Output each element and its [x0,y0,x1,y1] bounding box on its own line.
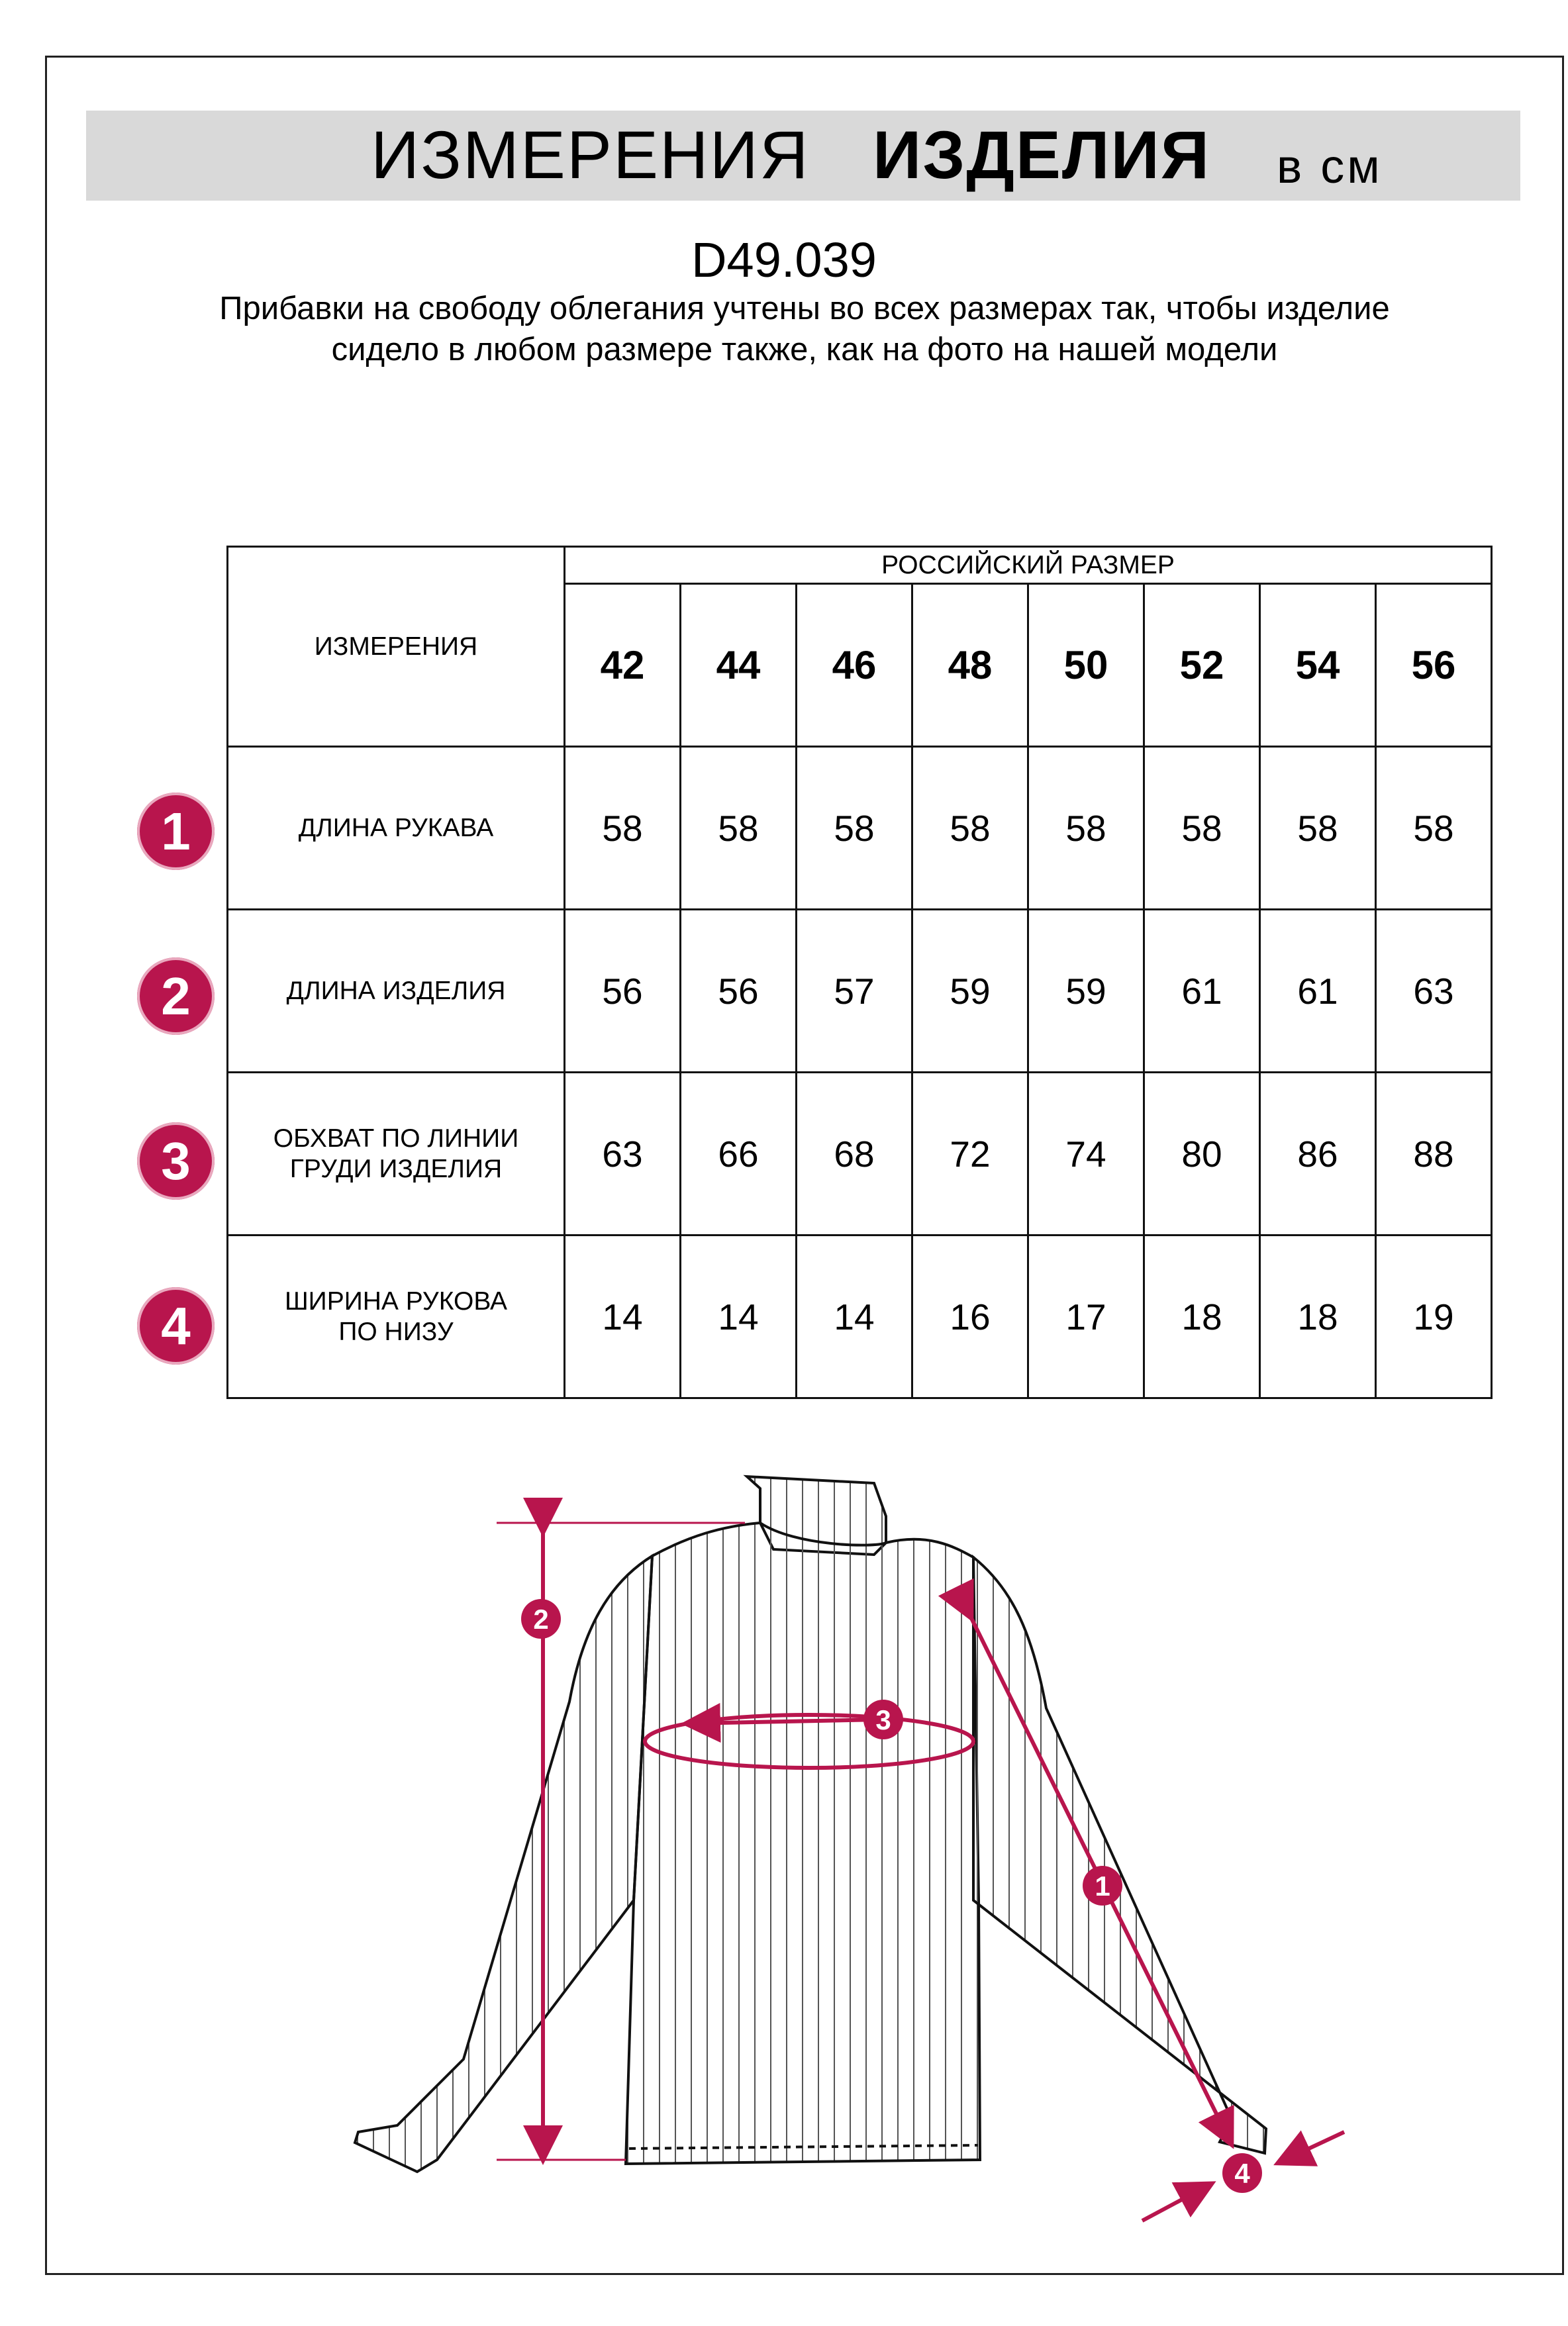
corner-label: ИЗМЕРЕНИЯ [228,547,565,747]
row-label: ОБХВАТ ПО ЛИНИИ ГРУДИ ИЗДЕЛИЯ [228,1073,565,1236]
cell: 63 [565,1073,681,1236]
cell: 14 [681,1236,797,1398]
size-header: 46 [797,584,912,747]
row-number-badge: 2 [137,957,215,1035]
cell: 80 [1144,1073,1260,1236]
cell: 57 [797,910,912,1073]
group-header: РОССИЙСКИЙ РАЗМЕР [565,547,1492,584]
cell: 58 [912,747,1028,910]
size-header: 50 [1028,584,1144,747]
size-header: 44 [681,584,797,747]
cell: 56 [681,910,797,1073]
cell: 72 [912,1073,1028,1236]
title-part2: ИЗДЕЛИЯ [873,117,1211,193]
cell: 59 [912,910,1028,1073]
cell: 58 [797,747,912,910]
cell: 58 [681,747,797,910]
cell: 56 [565,910,681,1073]
row-number-badge: 3 [137,1122,215,1200]
product-code: D49.039 [691,232,877,287]
cell: 58 [1028,747,1144,910]
row-number-badge: 4 [137,1287,215,1365]
marker-3: 3 [875,1704,891,1735]
cell: 14 [797,1236,912,1398]
cell: 16 [912,1236,1028,1398]
row-label: ДЛИНА ИЗДЕЛИЯ [228,910,565,1073]
size-header: 56 [1376,584,1492,747]
cell: 61 [1260,910,1376,1073]
cell: 18 [1144,1236,1260,1398]
cell: 58 [1260,747,1376,910]
cuff-arrow-right [1281,2132,1344,2162]
body [626,1523,980,2164]
cell: 59 [1028,910,1144,1073]
cell: 17 [1028,1236,1144,1398]
title-part1: ИЗМЕРЕНИЯ [371,117,810,193]
cell: 58 [1144,747,1260,910]
cell: 88 [1376,1073,1492,1236]
row-number-badge: 1 [137,793,215,870]
marker-4: 4 [1234,2158,1250,2189]
cell: 14 [565,1236,681,1398]
cell: 68 [797,1073,912,1236]
cuff-arrow-left [1142,2185,1209,2221]
row-label: ШИРИНА РУКОВА ПО НИЗУ [228,1236,565,1398]
fit-note: Прибавки на свободу облегания учтены во всех размерах так, чтобы изделие сидело в любом размере также, как на фото на нашей модели [219,291,1390,367]
cell: 61 [1144,910,1260,1073]
cell: 58 [565,747,681,910]
cell: 74 [1028,1073,1144,1236]
cell: 86 [1260,1073,1376,1236]
left-sleeve [355,1556,652,2172]
unit-label: в см [1277,140,1383,193]
size-header: 48 [912,584,1028,747]
cell: 19 [1376,1236,1492,1398]
row-label: ДЛИНА РУКАВА [228,747,565,910]
sweater-drawing [355,1477,1266,2172]
size-header: 54 [1260,584,1376,747]
size-header: 52 [1144,584,1260,747]
cell: 66 [681,1073,797,1236]
cell: 18 [1260,1236,1376,1398]
cell: 58 [1376,747,1492,910]
right-sleeve [973,1557,1266,2153]
size-header: 42 [565,584,681,747]
cell: 63 [1376,910,1492,1073]
marker-1: 1 [1095,1870,1110,1902]
marker-2: 2 [533,1604,549,1635]
